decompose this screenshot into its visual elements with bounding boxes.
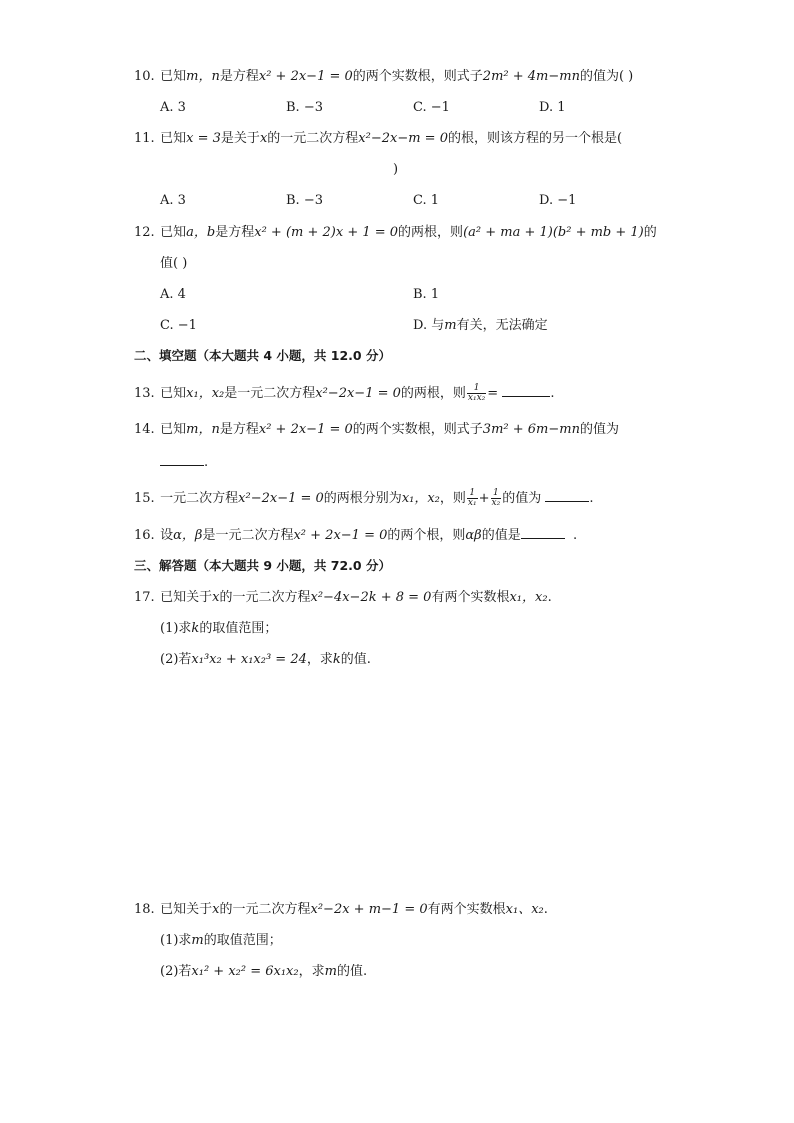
text: 的值为 [579, 422, 619, 437]
question-number: 15. [134, 491, 155, 506]
question-15-stem [134, 489, 594, 508]
option-d[interactable]: D. −1 [539, 193, 577, 208]
question-18-stem [134, 901, 548, 919]
text: 的两个实数根，则式子 [352, 422, 483, 437]
equation: x²−2x + m−1 = 0 [310, 902, 428, 917]
question-number: 13. [134, 386, 155, 401]
text: 设 [160, 528, 174, 543]
text: ，求 [306, 652, 333, 667]
math: α，β [173, 528, 203, 543]
text: 的一元二次方程 [267, 131, 359, 146]
math: m [191, 933, 204, 948]
section-title-solve: 三、解答题（本大题共 9 小题，共 72.0 分） [134, 558, 391, 573]
math: m [444, 318, 457, 333]
equation: x² + 2x−1 = 0 [258, 422, 353, 437]
math: k [191, 621, 200, 636]
text: (1)求 [160, 933, 192, 948]
text: ，则 [439, 491, 466, 506]
math: x₁，x₂ [186, 386, 225, 401]
text: D. 与 [413, 318, 445, 333]
text: . [572, 528, 578, 543]
text: 的一元二次方程 [219, 902, 311, 917]
question-12-stem-cont: 值( ) [160, 256, 188, 271]
text: 已知 [160, 131, 187, 146]
math: x₁、x₂ [505, 902, 544, 917]
text: (2)若 [160, 964, 192, 979]
text: . [543, 902, 548, 917]
question-13-stem [134, 384, 554, 403]
text: 已知 [160, 69, 187, 84]
text: 的 [643, 225, 657, 240]
numerator: 1 [467, 489, 478, 499]
question-17-stem [134, 589, 552, 607]
text: 的两根，则 [398, 225, 464, 240]
option-a[interactable]: A. 3 [160, 100, 186, 115]
text: 是方程 [219, 69, 259, 84]
equation: x²−2x−1 = 0 [315, 386, 401, 401]
equation: x²−2x−m = 0 [358, 131, 448, 146]
text: . [204, 455, 209, 470]
math: m，n [186, 422, 220, 437]
text: 已知 [160, 386, 187, 401]
question-11-close-paren: ) [393, 162, 399, 177]
text: 是方程 [219, 422, 259, 437]
text: 是关于 [220, 131, 260, 146]
question-number: 11. [134, 131, 155, 146]
denominator: x₁x₂ [467, 393, 486, 403]
text: . [589, 491, 594, 506]
question-14-stem [134, 421, 619, 439]
denominator: x₂ [491, 498, 501, 508]
option-c[interactable]: C. −1 [413, 100, 450, 115]
text: 一元二次方程 [160, 491, 239, 506]
option-c[interactable]: C. −1 [160, 318, 197, 333]
question-17-part-1 [160, 620, 277, 638]
equation: x²−4x−2k + 8 = 0 [310, 590, 432, 605]
denominator: x₁ [467, 498, 477, 508]
text: . [547, 590, 552, 605]
question-11-stem [134, 130, 622, 148]
math: x [212, 590, 220, 605]
option-a[interactable]: A. 3 [160, 193, 186, 208]
math: a，b [186, 225, 216, 240]
question-number: 12. [134, 225, 155, 240]
question-16-stem [134, 526, 577, 545]
math: k [332, 652, 341, 667]
math: x [259, 131, 268, 146]
option-d[interactable] [413, 317, 548, 335]
question-14-answer-line [160, 453, 208, 472]
question-number: 17. [134, 590, 155, 605]
section-title-fill-in: 二、填空题（本大题共 4 小题，共 12.0 分） [134, 348, 391, 363]
equation: x²−2x−1 = 0 [238, 491, 324, 506]
option-b[interactable]: B. 1 [413, 287, 440, 302]
text: 已知 [160, 225, 187, 240]
math: x [212, 902, 220, 917]
expression: x₁³x₂ + x₁x₂³ = 24 [191, 652, 307, 667]
math: x = 3 [186, 131, 221, 146]
text: (2)若 [160, 652, 192, 667]
text: 有两个实数根 [427, 902, 506, 917]
text: 是一元二次方程 [202, 528, 294, 543]
question-number: 16. [134, 528, 155, 543]
expression: 2m² + 4m−mn [482, 69, 580, 84]
question-number: 18. [134, 902, 155, 917]
math: m [324, 964, 337, 979]
text: 的两个实数根，则式子 [352, 69, 483, 84]
text: 的两根，则 [400, 386, 466, 401]
text: 的一元二次方程 [219, 590, 311, 605]
text: 有两个实数根 [431, 590, 510, 605]
question-number: 14. [134, 422, 155, 437]
answer-blank[interactable] [160, 453, 204, 466]
answer-blank[interactable] [521, 526, 565, 539]
text: 的值. [340, 652, 371, 667]
answer-blank[interactable] [502, 384, 550, 397]
fraction [491, 489, 502, 508]
numerator: 1 [467, 384, 486, 394]
question-17-part-2 [160, 651, 371, 669]
question-number: 10. [134, 69, 155, 84]
text: ，求 [298, 964, 325, 979]
option-b[interactable]: B. −3 [286, 193, 323, 208]
text: 的根，则该方程的另一个根是( [447, 131, 623, 146]
text: 是方程 [215, 225, 255, 240]
expression: 3m² + 6m−mn [482, 422, 580, 437]
text: 的值. [336, 964, 368, 979]
expression: x₁² + x₂² = 6x₁x₂ [191, 964, 299, 979]
text: 已知关于 [160, 902, 213, 917]
math: m，n [186, 69, 220, 84]
equation: x² + 2x−1 = 0 [258, 69, 353, 84]
text: (1)求 [160, 621, 192, 636]
text: 的取值范围； [199, 621, 278, 636]
question-10-stem [134, 68, 633, 86]
equation: x² + (m + 2)x + 1 = 0 [254, 225, 399, 240]
fraction [467, 384, 486, 403]
text: . [550, 386, 555, 401]
text: 有关，无法确定 [456, 318, 548, 333]
option-d[interactable]: D. 1 [539, 100, 566, 115]
math: x₁，x₂ [509, 590, 548, 605]
expression: (a² + ma + 1)(b² + mb + 1) [463, 225, 644, 240]
text: 的值是 [481, 528, 521, 543]
option-b[interactable]: B. −3 [286, 100, 323, 115]
text: + [478, 491, 490, 506]
answer-blank[interactable] [545, 489, 589, 502]
text: 的两个根，则 [387, 528, 466, 543]
text: 的取值范围； [203, 933, 282, 948]
text: 已知关于 [160, 590, 213, 605]
text: = [487, 386, 499, 401]
math: x₁，x₂ [401, 491, 440, 506]
text: 已知 [160, 422, 187, 437]
text: 的值为 [502, 491, 542, 506]
question-18-part-1 [160, 932, 282, 950]
text: 是一元二次方程 [224, 386, 316, 401]
text: 的两根分别为 [323, 491, 402, 506]
fraction [467, 489, 478, 508]
option-c[interactable]: C. 1 [413, 193, 440, 208]
question-18-part-2 [160, 963, 367, 981]
option-a[interactable]: A. 4 [160, 287, 186, 302]
numerator: 1 [491, 489, 502, 499]
equation: x² + 2x−1 = 0 [293, 528, 388, 543]
expression: αβ [465, 528, 482, 543]
question-12-stem [134, 224, 657, 242]
text: 的值为( ) [579, 69, 634, 84]
